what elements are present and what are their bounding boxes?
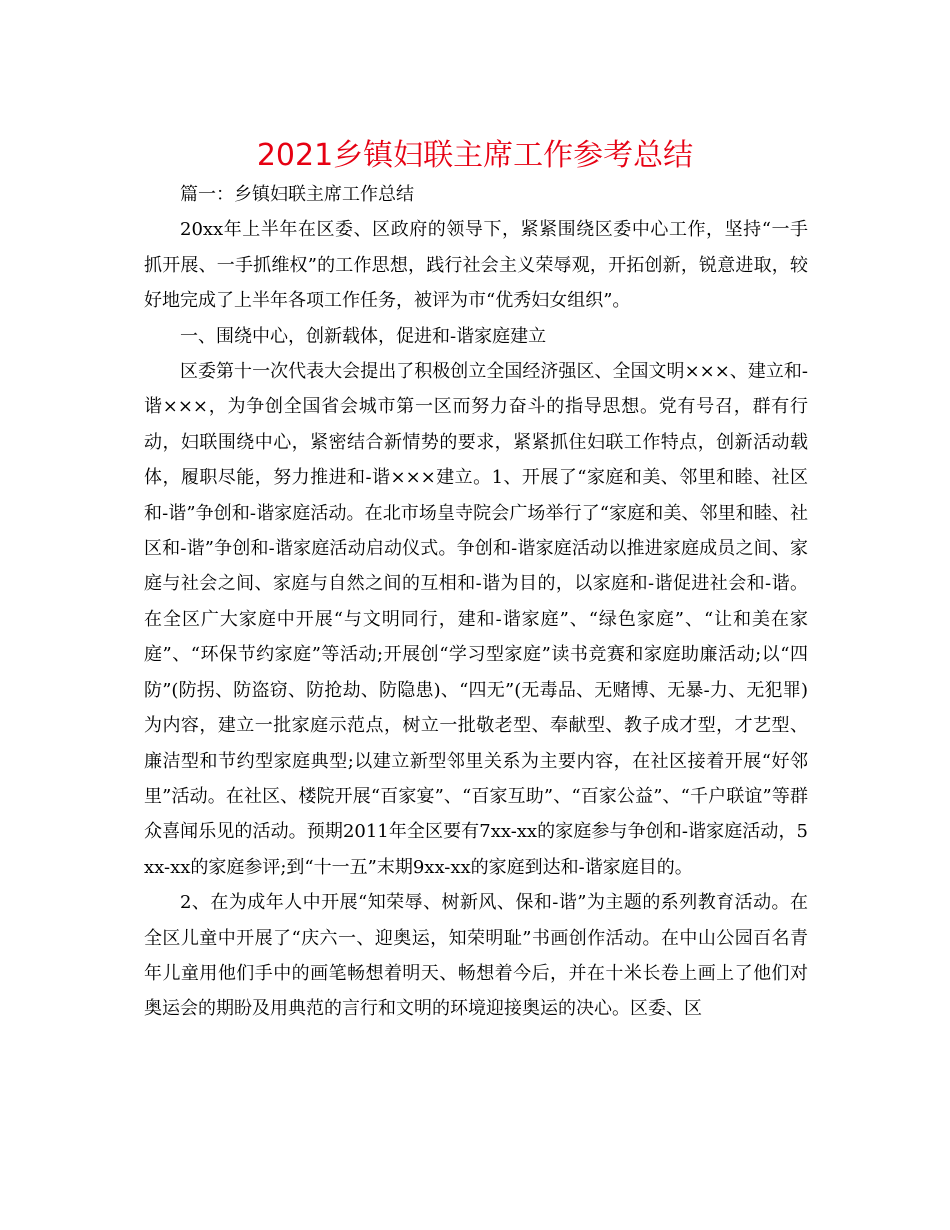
document-body — [144, 177, 808, 1027]
body-paragraph: 区委第十一次代表大会提出了积极创立全国经济强区、全国文明×××、建立和-谐×××，为争创全国省会城市第一区而努力奋斗的指导思想。党有号召，群有行动，妇联围绕中心，紧密结合新情势的要求，紧紧抓住妇联工作特点，创新活动载体，履职尽能，努力推进和-谐×××建立。1、开展了“家庭和美、邻里和睦、社区和-谐”争创和-谐家庭活动。在北市场皇寺院会广场举行了“家庭和美、邻里和睦、社区和-谐”争创和-谐家庭活动启动仪式。争创和-谐家庭活动以推进家庭成员之间、家庭与社会之间、家庭与自然之间的互相和-谐为目的，以家庭和-谐促进社会和-谐。在全区广大家庭中开展“与文明同行，建和-谐家庭”、“绿色家庭”、“让和美在家庭”、“环保节约家庭”等活动;开展创“学习型家庭”读书竞赛和家庭助廉活动;以“四防”(防拐、防盗窃、防抢劫、防隐患)、“四无”(无毒品、无赌博、无暴-力、无犯罪)为内容，建立一批家庭示范点，树立一批敬老型、奉献型、教子成才型，才艺型、廉洁型和节约型家庭典型;以建立新型邻里关系为主要内容，在社区接着开展“好邻里”活动。在社区、楼院开展“百家宴”、“百家互助”、“百家公益”、“千户联谊”等群众喜闻乐见的活动。预期2011年全区要有7xx-xx的家庭参与争创和-谐家庭活动，5xx-xx的家庭参评;到“十一五”末期9xx-xx的家庭到达和-谐家庭目的。 — [144, 361, 808, 878]
section-heading-1: 一、围绕中心，创新载体，促进和-谐家庭建立 — [180, 325, 547, 347]
document-title: 2021乡镇妇联主席工作参考总结 — [256, 138, 694, 173]
section-heading-part-one: 篇一：乡镇妇联主席工作总结 — [180, 184, 414, 205]
intro-paragraph: 20xx年上半年在区委、区政府的领导下，紧紧围绕区委中心工作，坚持“一手抓开展、一手抓维权”的工作思想，践行社会主义荣辱观，开拓创新，锐意进取，较好地完成了上半年各项工作任务，被评为市“优秀妇女组织”。 — [144, 219, 808, 312]
body-paragraph-2: 2、在为成年人中开展“知荣辱、树新风、保和-谐”为主题的系列教育活动。在全区儿童中开展了“庆六一、迎奥运，知荣明耻”书画创作活动。在中山公园百名青年儿童用他们手中的画笔畅想着明天、畅想着今后，并在十米长卷上画上了他们对奥运会的期盼及用典范的言行和文明的环境迎接奥运的决心。区委、区 — [144, 892, 808, 1020]
